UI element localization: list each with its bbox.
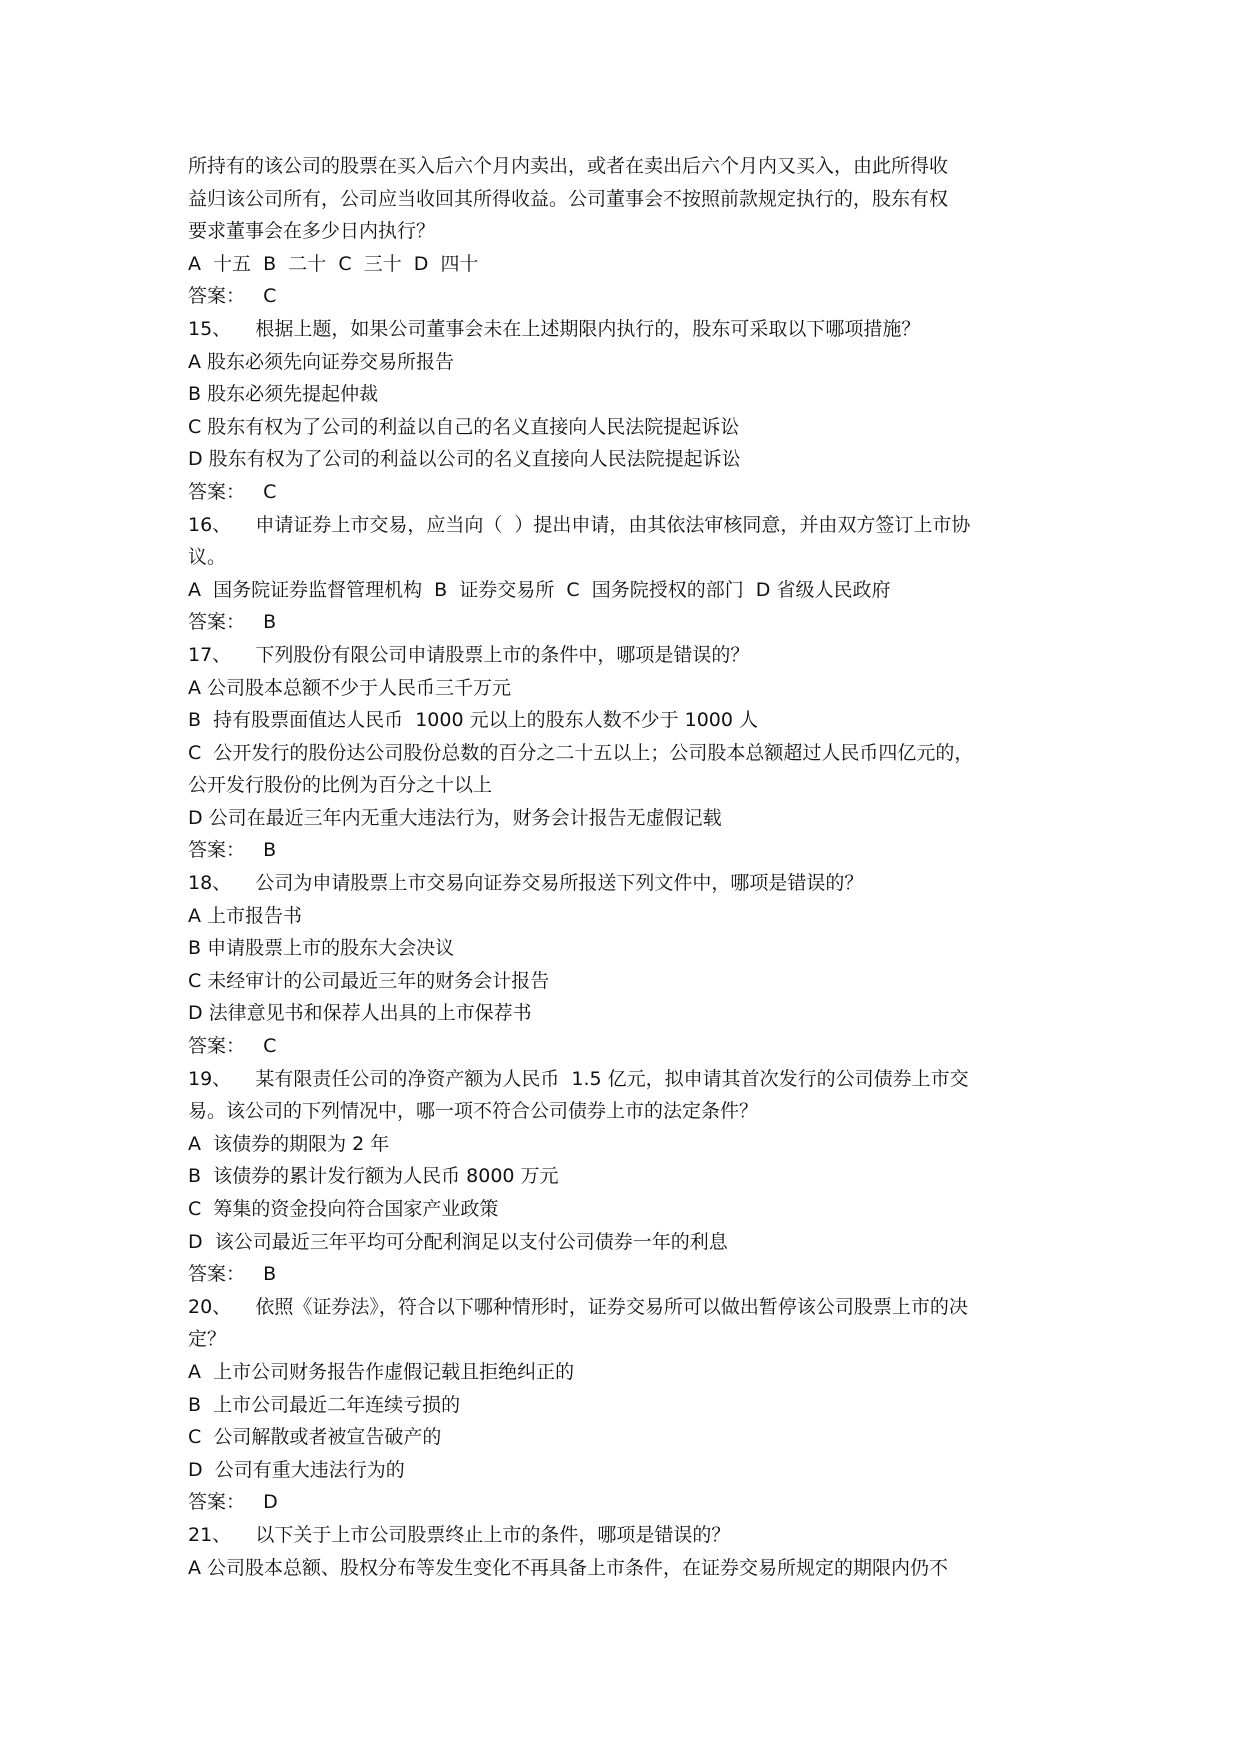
option-line: C 公司解散或者被宣告破产的 <box>188 1426 442 1449</box>
option-line: C 股东有权为了公司的利益以自己的名义直接向人民法院提起诉讼 <box>188 415 740 438</box>
option-line: A 该债券的期限为 2 年 <box>188 1132 390 1155</box>
answer-line: 答案： C <box>188 1035 277 1058</box>
option-line: A 公司股本总额不少于人民币三千万元 <box>188 676 512 699</box>
text-line: 易。该公司的下列情况中，哪一项不符合公司债券上市的法定条件？ <box>188 1100 759 1123</box>
question-17: 17、 下列股份有限公司申请股票上市的条件中，哪项是错误的？ <box>188 643 750 666</box>
option-line: D 公司在最近三年内无重大违法行为，财务会计报告无虚假记载 <box>188 806 722 829</box>
text-line: 议。 <box>188 546 227 569</box>
option-line: D 该公司最近三年平均可分配利润足以支付公司债券一年的利息 <box>188 1230 728 1253</box>
answer-line: 答案： B <box>188 1263 277 1286</box>
question-15: 15、 根据上题，如果公司董事会未在上述期限内执行的，股东可采取以下哪项措施？ <box>188 317 921 340</box>
option-line: D 公司有重大违法行为的 <box>188 1458 405 1481</box>
option-line: D 法律意见书和保荐人出具的上市保荐书 <box>188 1002 532 1025</box>
answer-line: 答案： B <box>188 839 277 862</box>
option-line: A 公司股本总额、股权分布等发生变化不再具备上市条件，在证券交易所规定的期限内仍不 <box>188 1556 949 1579</box>
options-line: A 国务院证券监督管理机构 B 证券交易所 C 国务院授权的部门 D 省级人民政府 <box>188 578 891 601</box>
option-line: A 股东必须先向证券交易所报告 <box>188 350 455 373</box>
option-line: C 未经审计的公司最近三年的财务会计报告 <box>188 969 550 992</box>
answer-line: 答案： C <box>188 480 277 503</box>
text-line: 公开发行股份的比例为百分之十以上 <box>188 774 493 797</box>
question-18: 18、 公司为申请股票上市交易向证券交易所报送下列文件中，哪项是错误的？ <box>188 872 864 895</box>
option-line: C 筹集的资金投向符合国家产业政策 <box>188 1198 499 1220</box>
text-line: 要求董事会在多少日内执行？ <box>188 220 436 243</box>
option-line: D 股东有权为了公司的利益以公司的名义直接向人民法院提起诉讼 <box>188 448 741 471</box>
question-19: 19、 某有限责任公司的净资产额为人民币 1.5 亿元，拟申请其首次发行的公司债券上市交 <box>188 1067 969 1090</box>
text-line: 所持有的该公司的股票在买入后六个月内卖出，或者在卖出后六个月内又买入，由此所得收 <box>188 155 949 177</box>
option-line: A 上市公司财务报告作虚假记载且拒绝纠正的 <box>188 1360 575 1383</box>
option-line: A 上市报告书 <box>188 904 303 927</box>
option-line: B 上市公司最近二年连续亏损的 <box>188 1393 461 1416</box>
answer-line: 答案： C <box>188 285 277 308</box>
question-20: 20、 依照《证券法》，符合以下哪种情形时，证券交易所可以做出暂停该公司股票上市的决 <box>188 1295 968 1318</box>
option-line: B 持有股票面值达人民币 1000 元以上的股东人数不少于 1000 人 <box>188 709 759 732</box>
answer-line: 答案： B <box>188 611 277 634</box>
answer-line: 答案： D <box>188 1491 278 1514</box>
option-line: C 公开发行的股份达公司股份总数的百分之二十五以上；公司股本总额超过人民币四亿元的， <box>188 741 974 764</box>
options-line: A 十五 B 二十 C 三十 D 四十 <box>188 252 479 275</box>
option-line: B 股东必须先提起仲裁 <box>188 383 379 406</box>
text-line: 益归该公司所有，公司应当收回其所得收益。公司董事会不按照前款规定执行的，股东有权 <box>188 187 949 210</box>
option-line: B 申请股票上市的股东大会决议 <box>188 937 455 960</box>
question-16: 16、 申请证券上市交易，应当向（ ）提出申请，由其依法审核同意，并由双方签订上市协 <box>188 513 971 536</box>
question-21: 21、 以下关于上市公司股票终止上市的条件，哪项是错误的？ <box>188 1523 731 1546</box>
document-page <box>188 150 1068 1584</box>
text-line: 定？ <box>188 1328 227 1351</box>
option-line: B 该债券的累计发行额为人民币 8000 万元 <box>188 1165 559 1188</box>
